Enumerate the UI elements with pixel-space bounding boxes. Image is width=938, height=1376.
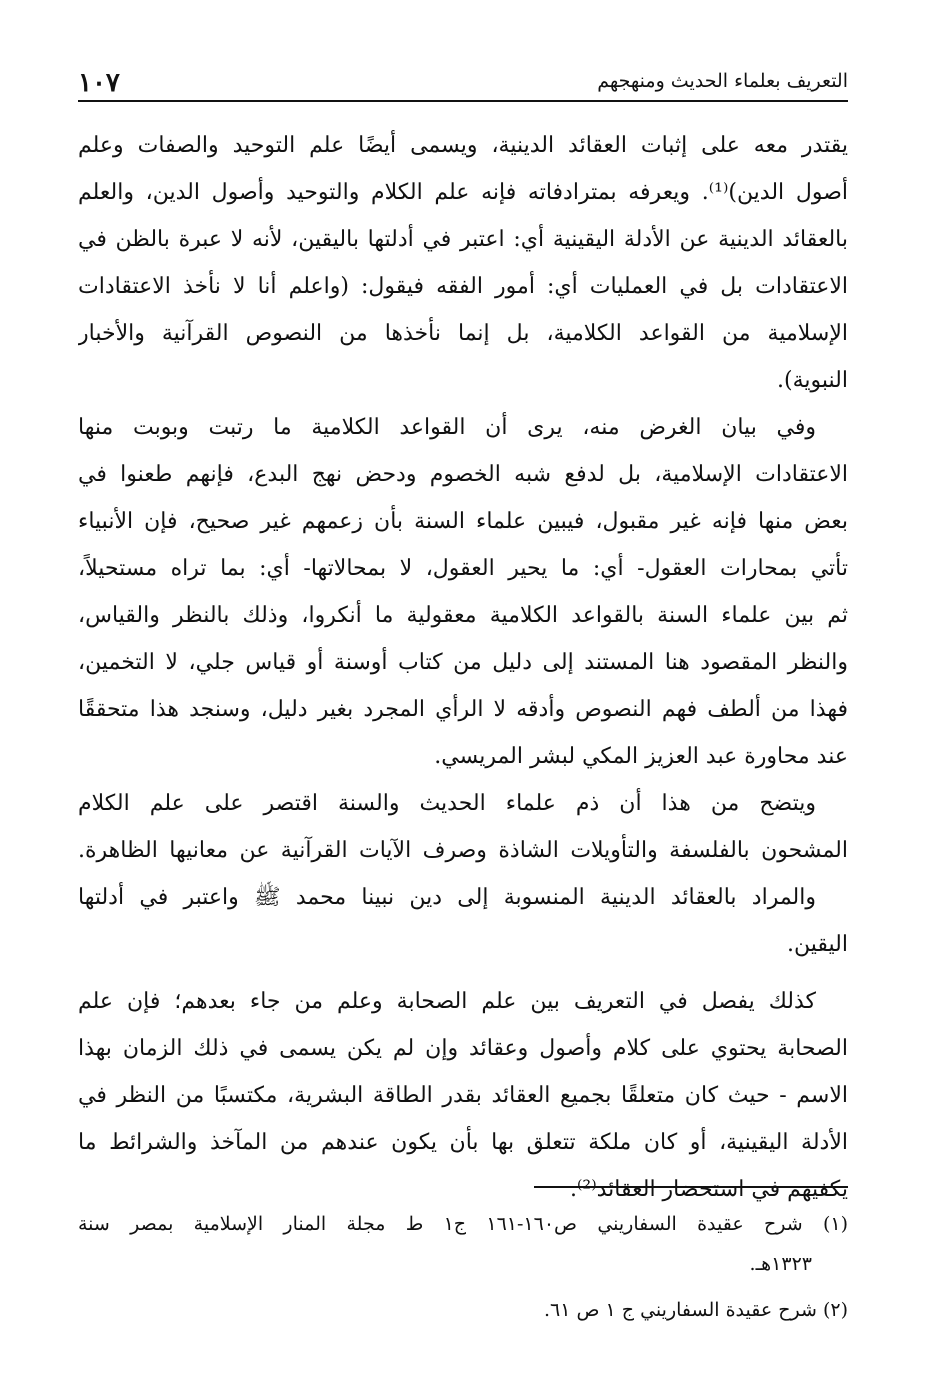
paragraph-start-line: ويتضح من هذا أن ذم علماء الحديث والسنة اقتصر على علم الكلام: [78, 791, 816, 816]
text-line: أصول الدين)⁽¹⁾. ويعرفه بمترادفاته فإنه علم الكلام والتوحيد وأصول الدين، والعلم: [78, 180, 848, 205]
text-line: يكفيهم في استحضار العقائد⁽²⁾.: [569, 1177, 848, 1202]
page-number: ١٠٧: [78, 68, 120, 98]
footnote-1: (١) شرح عقيدة السفاريني ص١٦٠-١٦١ ج١ ط مجلة المنار الإسلامية بمصر سنة: [78, 1213, 848, 1235]
paragraph-start-line: والمراد بالعقائد الدينية المنسوبة إلى دين نبينا محمد ﷺ واعتبر في أدلتها: [78, 885, 816, 910]
body-text: [78, 122, 848, 1213]
text-line: والنظر المقصود هنا المستند إلى دليل من كتاب أوسنة أو قياس جلي، لا التخمين،: [78, 650, 848, 675]
text-line: الأدلة اليقينية، أو كان ملكة تتعلق بها بأن يكون عندهم من المآخذ والشرائط ما: [78, 1130, 848, 1155]
paragraph-start-line: كذلك يفصل في التعريف بين علم الصحابة وعلم من جاء بعدهم؛ فإن علم: [78, 989, 816, 1014]
running-header: [78, 68, 848, 102]
text-line: الاسم - حيث كان متعلقًا بجميع العقائد بقدر الطاقة البشرية، مكتسبًا من النظر في: [78, 1083, 848, 1108]
text-line: الإسلامية من القواعد الكلامية، بل إنما نأخذها من النصوص القرآنية والأخبار: [78, 321, 848, 346]
text-line: الاعتقادات الإسلامية، بل لدفع شبه الخصوم ودحض نهج البدع، فإنهم طعنوا في: [78, 462, 848, 487]
text-line: اليقين.: [787, 932, 848, 957]
text-line: عند محاورة عبد العزيز المكي لبشر المريسي.: [434, 744, 848, 769]
text-line: المشحون بالفلسفة والتأويلات الشاذة وصرف الآيات القرآنية عن معانيها الظاهرة.: [78, 838, 848, 863]
text-line: يقتدر معه على إثبات العقائد الدينية، ويسمى أيضًا علم التوحيد والصفات وعلم: [78, 133, 848, 158]
footnote-1-continuation: ١٣٢٣هـ.: [749, 1253, 812, 1275]
footnote-rule: [534, 1186, 848, 1188]
text-line: تأتي بمحارات العقول- أي: ما يحير العقول، لا بمحالاتها- أي: بما تراه مستحيلاً،: [78, 556, 848, 581]
text-line: بعض منها فإنه غير مقبول، فيبين علماء السنة بأن زعمهم غير صحيح، فإن الأنبياء: [78, 509, 848, 534]
text-line: الاعتقادات بل في العمليات أي: أمور الفقه فيقول: (واعلم أنا لا نأخذ الاعتقادات: [78, 274, 848, 299]
paragraph-start-line: وفي بيان الغرض منه، يرى أن القواعد الكلامية ما رتبت وبوبت منها: [78, 415, 816, 440]
footnotes: [78, 1204, 848, 1330]
running-header-title: التعريف بعلماء الحديث ومنهجهم: [597, 70, 848, 92]
text-line: ثم بين علماء السنة بالقواعد الكلامية معقولية ما أنكروا، وذلك بالنظر والقياس،: [78, 603, 848, 628]
text-line: بالعقائد الدينية عن الأدلة اليقينية أي: اعتبر في أدلتها باليقين، لأنه لا عبرة بالظن في: [78, 227, 848, 252]
text-line: فهذا من ألطف فهم النصوص وأدقه لا الرأي المجرد بغير دليل، وسنجد هذا متحققًا: [78, 697, 848, 722]
header-rule: [78, 100, 848, 102]
text-line: الصحابة يحتوي على كلام وأصول وعقائد وإن لم يكن يسمى في ذلك الزمان بهذا: [78, 1036, 848, 1061]
text-line: النبوية).: [777, 368, 848, 393]
footnote-2: (٢) شرح عقيدة السفاريني ج ١ ص ٦١.: [544, 1299, 848, 1321]
